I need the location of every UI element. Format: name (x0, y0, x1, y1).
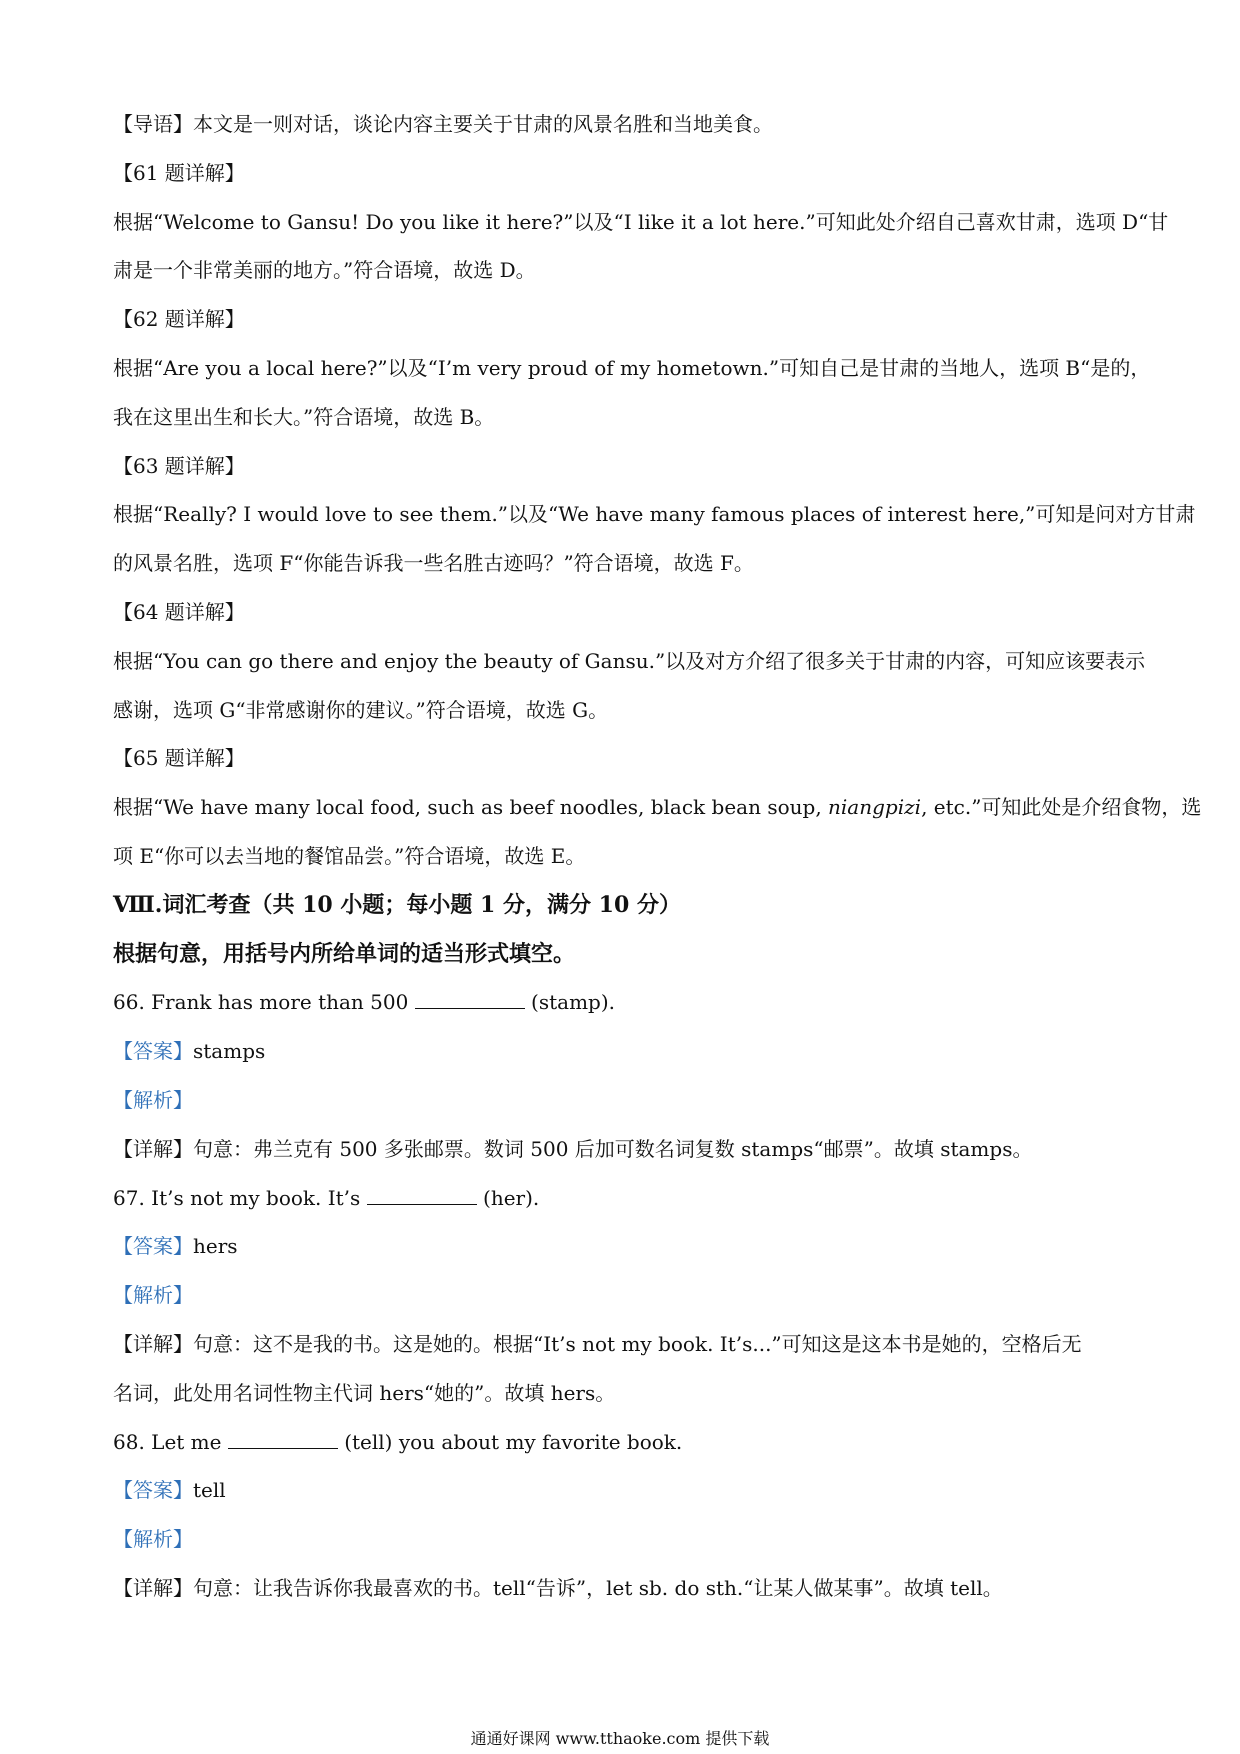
page-footer: 通通好课网 www.tthaoke.com 提供下载 (470, 1729, 770, 1748)
q67-detail-2: 名词，此处用名词性物主代词 hers“她的”。故填 hers。 (113, 1380, 616, 1405)
intro-line: 【导语】本文是一则对话，谈论内容主要关于甘肃的风景名胜和当地美食。 (113, 112, 773, 136)
q61-line-1: 根据“Welcome to Gansu! Do you like it here?”以及“I like it a lot here.”可知此处介绍自己喜欢甘肃，选项 D“甘 (113, 209, 1169, 234)
q66-answer (113, 1027, 1133, 1076)
q62-line-2: 我在这里出生和长大。”符合语境，故选 B。 (113, 404, 495, 429)
q67-answer-value: hers (193, 1234, 238, 1259)
q68-answer-value: tell (193, 1478, 226, 1503)
q62-line-1: 根据“Are you a local here?”以及“I’m very proud of my hometown.”可知自己是甘肃的当地人，选项 B“是的， (113, 355, 1151, 380)
q66-answer-value: stamps (193, 1039, 266, 1064)
q67-blank (367, 1186, 477, 1205)
q66-blank (415, 990, 525, 1009)
q66-question (113, 978, 1133, 1027)
q68-stem: 68. Let me (113, 1429, 228, 1454)
q64-line-2: 感谢，选项 G“非常感谢你的建议。”符合语境，故选 G。 (113, 697, 609, 722)
q66-detail: 【详解】句意：弗兰克有 500 多张邮票。数词 500 后加可数名词复数 stamps“邮票”。故填 stamps。 (113, 1136, 1033, 1161)
q67-hint: (her). (476, 1185, 540, 1210)
q67-answer (113, 1222, 1133, 1271)
q63-line-2: 的风景名胜，选项 F“你能告诉我一些名胜古迹吗？”符合语境，故选 F。 (113, 551, 754, 576)
q67-question (113, 1174, 1133, 1223)
q64-line-1: 根据“You can go there and enjoy the beauty of Gansu.”以及对方介绍了很多关于甘肃的内容，可知应该要表示 (113, 648, 1146, 673)
q65-line-1-start: 根据“We have many local food, such as beef noodles, black bean soup, (113, 795, 829, 820)
q65-line-2: 项 E“你可以去当地的餐馆品尝。”符合语境，故选 E。 (113, 843, 586, 868)
q66-analysis-tag: 【解析】 (113, 1087, 193, 1112)
q61-line-2: 肃是一个非常美丽的地方。”符合语境，故选 D。 (113, 258, 536, 283)
q68-answer-tag: 【答案】 (113, 1478, 193, 1503)
q62-heading: 【62 题详解】 (113, 307, 245, 332)
q63-heading: 【63 题详解】 (113, 453, 245, 478)
q61-heading: 【61 题详解】 (113, 160, 245, 185)
section-instruction: 根据句意，用括号内所给单词的适当形式填空。 (113, 940, 576, 967)
q66-hint: (stamp). (524, 990, 615, 1015)
q67-answer-tag: 【答案】 (113, 1234, 193, 1259)
q63-line-1: 根据“Really? I would love to see them.”以及“We have many famous places of interest here,”可知是问对方甘肃 (113, 502, 1196, 527)
q67-detail-1: 【详解】句意：这不是我的书。这是她的。根据“It’s not my book. It’s...”可知这是这本书是她的，空格后无 (113, 1331, 1082, 1356)
q65-italic-term: niangpizi (828, 795, 922, 820)
q68-answer (113, 1466, 1133, 1515)
q67-stem: 67. It’s not my book. It’s (113, 1185, 367, 1210)
q65-line-1 (113, 783, 1202, 832)
q68-analysis-tag: 【解析】 (113, 1527, 193, 1552)
q65-line-1-end: , etc.”可知此处是介绍食物，选 (921, 795, 1202, 820)
q67-analysis-tag: 【解析】 (113, 1283, 193, 1308)
section-title: Ⅷ.词汇考查（共 10 小题；每小题 1 分，满分 10 分） (113, 891, 681, 918)
q68-blank (228, 1430, 338, 1449)
q66-stem: 66. Frank has more than 500 (113, 990, 415, 1015)
q66-answer-tag: 【答案】 (113, 1039, 193, 1064)
q68-detail: 【详解】句意：让我告诉你我最喜欢的书。tell“告诉”，let sb. do sth.“让某人做某事”。故填 tell。 (113, 1575, 1003, 1600)
q68-question (113, 1418, 1133, 1467)
q64-heading: 【64 题详解】 (113, 599, 245, 624)
q68-hint: (tell) you about my favorite book. (337, 1429, 683, 1454)
q65-heading: 【65 题详解】 (113, 746, 245, 771)
document-body (113, 100, 1202, 1613)
